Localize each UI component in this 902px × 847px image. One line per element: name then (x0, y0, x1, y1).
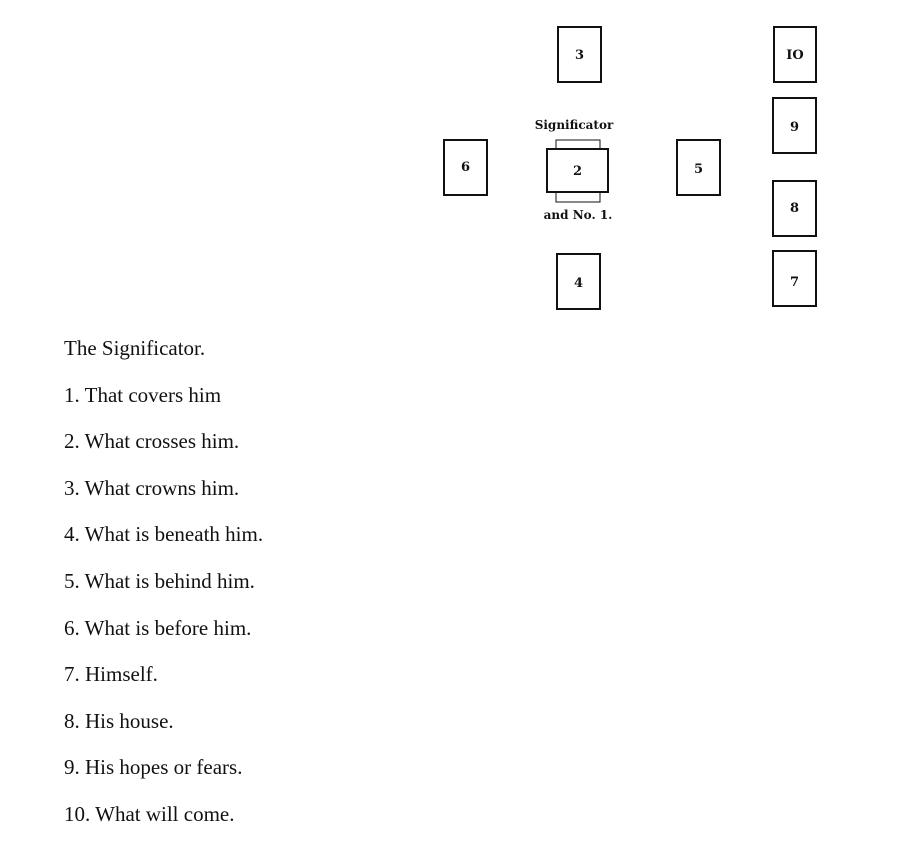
card-5-number: 5 (693, 162, 704, 177)
legend-item-2: 2. What crosses him. (64, 429, 240, 454)
legend-item-4: 4. What is beneath him. (64, 522, 264, 547)
card-9-number: 9 (789, 120, 800, 135)
legend-item-8: 8. His house. (64, 708, 174, 733)
legend-item-5: 5. What is behind him. (64, 568, 255, 593)
legend-item-9: 9. His hopes or fears. (64, 755, 243, 780)
card-10 (774, 27, 816, 82)
position-legend (64, 334, 263, 847)
card-significator-stack (547, 140, 608, 202)
card-3-number: 3 (574, 48, 585, 63)
legend-item-10: 10. What will come. (64, 801, 235, 826)
card-4 (557, 254, 600, 309)
card-5 (677, 140, 720, 195)
card-9 (773, 98, 816, 153)
card-10-number: IO (786, 48, 804, 63)
card-2-number: 2 (572, 164, 583, 179)
legend-item-3: 3. What crowns him. (64, 475, 240, 500)
card-8 (773, 181, 816, 236)
card-4-number: 4 (573, 276, 584, 291)
legend-item-6: 6. What is before him. (64, 615, 252, 640)
legend-item-7: 7. Himself. (64, 662, 158, 687)
card-3 (558, 27, 601, 82)
celtic-cross-spread-diagram (0, 0, 902, 330)
legend-item-significator: The Significator. (64, 336, 206, 360)
card-7-number: 7 (789, 275, 800, 290)
card-6-number: 6 (460, 160, 471, 175)
significator-label: Significator (534, 118, 614, 132)
card-8-number: 8 (789, 201, 800, 216)
and-no-1-label: and No. 1. (543, 208, 613, 222)
legend-item-1: 1. That covers him (64, 382, 222, 407)
card-6 (444, 140, 487, 195)
card-7 (773, 251, 816, 306)
